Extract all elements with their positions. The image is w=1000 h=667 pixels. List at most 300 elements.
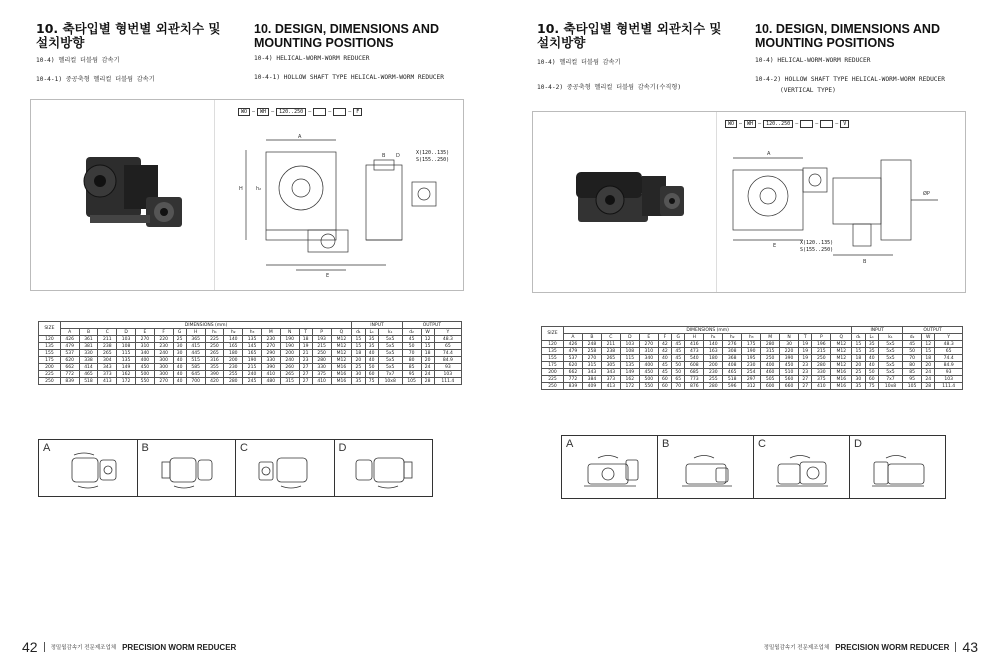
table-cell: 149 xyxy=(117,364,136,371)
table-cell: 250 xyxy=(761,355,780,362)
table-row xyxy=(39,378,462,385)
table-cell: 40 xyxy=(865,362,878,369)
table-cell: 35 xyxy=(852,383,865,390)
table-cell: 48.3 xyxy=(935,341,963,348)
table-cell: 550 xyxy=(135,378,154,385)
right-mounting-positions xyxy=(561,435,946,499)
table-cell: 290 xyxy=(261,350,280,357)
column-header: h₁ xyxy=(205,329,224,336)
table-cell: 300 xyxy=(154,357,173,364)
column-header: N xyxy=(780,334,799,341)
table-cell: 315 xyxy=(280,378,299,385)
table-cell: 772 xyxy=(563,376,582,383)
table-cell: 420 xyxy=(205,378,224,385)
table-cell: 60 xyxy=(658,376,671,383)
table-cell: 662 xyxy=(563,369,582,376)
table-cell: 24 xyxy=(922,369,935,376)
svg-text:B: B xyxy=(863,259,867,265)
table-cell: 280 xyxy=(312,357,331,364)
table-cell: 270 xyxy=(261,343,280,350)
table-cell: 426 xyxy=(60,336,79,343)
table-cell: 276 xyxy=(723,341,742,348)
table-cell: 330 xyxy=(79,350,98,357)
mount-position-b: B xyxy=(138,440,237,496)
table-cell: 108 xyxy=(117,343,136,350)
table-cell: 265 xyxy=(280,371,299,378)
table-cell: 426 xyxy=(563,341,582,348)
table-cell: 265 xyxy=(601,355,620,362)
svg-text:ØP: ØP xyxy=(923,191,930,197)
left-sub2-en: 10-4-1) HOLLOW SHAFT TYPE HELICAL-WORM-WORM REDUCER xyxy=(254,74,444,81)
table-cell: 21 xyxy=(299,350,312,357)
column-header: E xyxy=(639,334,658,341)
table-cell: 265 xyxy=(98,350,117,357)
table-cell: 120 xyxy=(39,336,61,343)
table-cell: 25 xyxy=(852,369,865,376)
table-cell: 103 xyxy=(117,336,136,343)
table-cell: 27 xyxy=(299,378,312,385)
table-cell: 297 xyxy=(742,376,761,383)
table-cell: 600 xyxy=(761,383,780,390)
table-cell: 23 xyxy=(799,369,812,376)
table-cell: 479 xyxy=(563,348,582,355)
table-cell: 70 xyxy=(903,355,922,362)
table-cell: 220 xyxy=(154,336,173,343)
table-cell: 200 xyxy=(704,362,723,369)
table-cell: 280 xyxy=(224,378,243,385)
column-header: P xyxy=(812,334,831,341)
table-cell: 24 xyxy=(922,376,935,383)
table-row xyxy=(39,343,462,350)
table-cell: 220 xyxy=(780,348,799,355)
table-cell: M12 xyxy=(331,336,352,343)
table-cell: 537 xyxy=(60,350,79,357)
table-cell: 373 xyxy=(601,376,620,383)
right-model-code: WO – WH – 120..250 – – – V xyxy=(725,120,849,128)
table-cell: 5x5 xyxy=(878,355,902,362)
column-header: W xyxy=(421,329,434,336)
table-cell: 660 xyxy=(780,383,799,390)
table-cell: 40 xyxy=(173,364,186,371)
table-cell: 316 xyxy=(205,357,224,364)
table-cell: 28 xyxy=(421,378,434,385)
table-cell: 180 xyxy=(704,355,723,362)
table-cell: 5x5 xyxy=(378,364,402,371)
table-cell: M16 xyxy=(831,383,852,390)
table-cell: 305 xyxy=(601,362,620,369)
table-cell: 5x5 xyxy=(378,350,402,357)
svg-text:B: B xyxy=(382,153,386,159)
table-cell: M16 xyxy=(331,364,352,371)
table-cell: 45 xyxy=(658,369,671,376)
table-cell: 108 xyxy=(620,348,639,355)
table-cell: 343 xyxy=(582,369,601,376)
right-title-en: 10. DESIGN, DIMENSIONS AND MOUNTING POSITIONS xyxy=(755,22,940,50)
table-cell: 165 xyxy=(243,350,262,357)
table-cell: 645 xyxy=(186,371,205,378)
table-cell: 585 xyxy=(186,364,205,371)
table-cell: 473 xyxy=(685,348,704,355)
table-cell: 280 xyxy=(704,383,723,390)
table-cell: 50 xyxy=(903,348,922,355)
table-cell: 70 xyxy=(402,350,421,357)
table-cell: 19 xyxy=(799,348,812,355)
table-cell: 23 xyxy=(799,362,812,369)
table-cell: 93 xyxy=(935,369,963,376)
table-cell: 390 xyxy=(780,355,799,362)
table-cell: 60 xyxy=(865,376,878,383)
table-cell: 140 xyxy=(704,341,723,348)
table-cell: 42 xyxy=(658,348,671,355)
dimensions-header: DIMENSIONS (mm) xyxy=(563,327,851,334)
table-cell: 310 xyxy=(639,348,658,355)
table-cell: 15 xyxy=(852,341,865,348)
table-cell: 7x7 xyxy=(878,376,902,383)
table-cell: 365 xyxy=(186,336,205,343)
table-cell: 135 xyxy=(39,343,61,350)
table-cell: 505 xyxy=(761,376,780,383)
table-cell: 416 xyxy=(685,341,704,348)
table-cell: 35 xyxy=(352,378,365,385)
table-cell: 115 xyxy=(117,350,136,357)
table-cell: 450 xyxy=(135,364,154,371)
right-sub2-en: 10-4-2) HOLLOW SHAFT TYPE HELICAL-WORM-WORM REDUCER xyxy=(755,76,945,83)
table-cell: 537 xyxy=(563,355,582,362)
table-cell: 415 xyxy=(186,343,205,350)
table-cell: 85 xyxy=(903,369,922,376)
table-cell: 195 xyxy=(742,355,761,362)
table-cell: 19 xyxy=(799,355,812,362)
table-cell: 310 xyxy=(135,343,154,350)
table-cell: 30 xyxy=(173,343,186,350)
table-cell: 40 xyxy=(365,350,378,357)
table-cell: M12 xyxy=(831,348,852,355)
right-callout-s: S(155..250) xyxy=(800,247,834,253)
table-cell: 103 xyxy=(935,376,963,383)
table-cell: 95 xyxy=(402,371,421,378)
column-header: W xyxy=(922,334,935,341)
left-footer-brand: PRECISION WORM REDUCER xyxy=(122,642,237,652)
column-header: D xyxy=(117,329,136,336)
table-cell: 175 xyxy=(39,357,61,364)
table-cell: 70 xyxy=(672,383,685,390)
table-cell: 84.9 xyxy=(434,357,461,364)
right-dimension-table xyxy=(541,326,963,390)
table-cell: 361 xyxy=(79,336,98,343)
column-header: A xyxy=(60,329,79,336)
table-cell: 211 xyxy=(601,341,620,348)
table-cell: 375 xyxy=(312,371,331,378)
mount-position-d: D xyxy=(335,440,433,496)
svg-text:h₂: h₂ xyxy=(256,186,262,192)
table-cell: 450 xyxy=(780,362,799,369)
table-cell: 111.4 xyxy=(935,383,963,390)
column-header: B xyxy=(79,329,98,336)
right-drawing-panel xyxy=(532,111,966,293)
table-cell: 225 xyxy=(542,376,564,383)
table-row xyxy=(542,348,963,355)
column-header: N xyxy=(280,329,299,336)
left-footer-ko: 정밀웜감속기 전문제조업체 xyxy=(50,645,117,651)
table-cell: 45 xyxy=(658,362,671,369)
table-cell: 80 xyxy=(903,362,922,369)
mount-position-b: B xyxy=(658,436,754,498)
table-cell: 10x8 xyxy=(378,378,402,385)
table-cell: 23 xyxy=(299,357,312,364)
table-cell: M12 xyxy=(831,362,852,369)
table-cell: 5x5 xyxy=(878,369,902,376)
table-cell: 27 xyxy=(299,364,312,371)
table-cell: 280 xyxy=(761,341,780,348)
table-cell: 200 xyxy=(39,364,61,371)
table-cell: 50 xyxy=(865,369,878,376)
left-drawing-panel xyxy=(30,99,464,291)
table-cell: 330 xyxy=(812,369,831,376)
table-cell: 596 xyxy=(723,383,742,390)
table-cell: 200 xyxy=(224,357,243,364)
table-cell: 5x5 xyxy=(378,336,402,343)
table-cell: 5x5 xyxy=(378,357,402,364)
table-cell: 215 xyxy=(812,348,831,355)
table-cell: 50 xyxy=(672,369,685,376)
column-header: G xyxy=(672,334,685,341)
table-cell: 270 xyxy=(582,355,601,362)
table-cell: 135 xyxy=(620,362,639,369)
table-cell: 80 xyxy=(402,357,421,364)
table-cell: M16 xyxy=(831,376,852,383)
table-cell: 50 xyxy=(672,362,685,369)
left-mounting-positions xyxy=(38,439,433,497)
table-cell: 248 xyxy=(582,341,601,348)
table-cell: 400 xyxy=(639,362,658,369)
table-cell: 27 xyxy=(299,371,312,378)
table-cell: 15 xyxy=(922,348,935,355)
table-cell: 18 xyxy=(421,350,434,357)
left-title-ko: 10. 축타입별 형번별 외관치수 및 설치방향 xyxy=(36,21,221,50)
table-cell: 30 xyxy=(352,371,365,378)
table-cell: 620 xyxy=(60,357,79,364)
table-cell: 30 xyxy=(173,350,186,357)
table-row xyxy=(39,364,462,371)
table-row xyxy=(542,362,963,369)
table-cell: 400 xyxy=(761,362,780,369)
table-cell: 162 xyxy=(117,371,136,378)
table-cell: 162 xyxy=(620,376,639,383)
table-cell: 518 xyxy=(723,376,742,383)
table-cell: 215 xyxy=(243,364,262,371)
left-callout-s: S(155..250) xyxy=(416,157,450,163)
table-cell: 28 xyxy=(922,383,935,390)
table-cell: 413 xyxy=(601,383,620,390)
table-cell: 65 xyxy=(935,348,963,355)
left-dimension-table xyxy=(38,321,462,385)
table-cell: 340 xyxy=(135,350,154,357)
column-header: H xyxy=(186,329,205,336)
table-cell: 48.3 xyxy=(434,336,461,343)
table-cell: 414 xyxy=(79,364,98,371)
dimensions-header: DIMENSIONS (mm) xyxy=(60,322,352,329)
table-cell: 105 xyxy=(402,378,421,385)
table-cell: 662 xyxy=(60,364,79,371)
table-cell: 175 xyxy=(542,362,564,369)
right-callout-x: X(120..135) xyxy=(800,240,834,246)
column-header: B xyxy=(582,334,601,341)
table-cell: 500 xyxy=(135,371,154,378)
table-cell: 839 xyxy=(60,378,79,385)
column-header: G xyxy=(173,329,186,336)
left-title-en: 10. DESIGN, DIMENSIONS AND MOUNTING POSITIONS xyxy=(254,22,439,50)
column-header: M xyxy=(761,334,780,341)
column-header: k₁ xyxy=(378,329,402,336)
table-cell: 465 xyxy=(79,371,98,378)
table-cell: 300 xyxy=(154,371,173,378)
right-sub3-en: (VERTICAL TYPE) xyxy=(780,87,836,94)
table-cell: 410 xyxy=(812,383,831,390)
table-cell: 304 xyxy=(98,357,117,364)
output-header: OUTPUT xyxy=(903,327,963,334)
table-cell: 10x8 xyxy=(878,383,902,390)
table-cell: 500 xyxy=(639,376,658,383)
table-cell: 772 xyxy=(60,371,79,378)
table-cell: 27 xyxy=(799,383,812,390)
table-cell: 413 xyxy=(98,378,117,385)
table-cell: 620 xyxy=(563,362,582,369)
table-cell: 300 xyxy=(154,364,173,371)
left-model-code: WO – WH – 120..250 – – – F xyxy=(238,108,362,116)
table-cell: 30 xyxy=(780,341,799,348)
table-cell: 60 xyxy=(365,371,378,378)
table-cell: 45 xyxy=(672,348,685,355)
table-row xyxy=(542,341,963,348)
table-cell: 25 xyxy=(173,336,186,343)
table-cell: 308 xyxy=(723,348,742,355)
table-cell: 135 xyxy=(243,336,262,343)
table-cell: 518 xyxy=(79,378,98,385)
column-header: D xyxy=(620,334,639,341)
column-header: M xyxy=(261,329,280,336)
table-cell: 375 xyxy=(812,376,831,383)
table-row xyxy=(542,376,963,383)
table-cell: 238 xyxy=(601,348,620,355)
table-cell: 368 xyxy=(723,355,742,362)
table-cell: 876 xyxy=(685,383,704,390)
table-cell: 172 xyxy=(620,383,639,390)
table-cell: 343 xyxy=(601,369,620,376)
table-cell: 135 xyxy=(542,348,564,355)
table-cell: 103 xyxy=(434,371,461,378)
mount-position-c: C xyxy=(236,440,335,496)
table-cell: 190 xyxy=(742,348,761,355)
table-cell: 510 xyxy=(780,369,799,376)
table-row xyxy=(39,336,462,343)
size-header: SIZE xyxy=(39,322,61,336)
output-header: OUTPUT xyxy=(402,322,461,329)
table-cell: M16 xyxy=(331,371,352,378)
table-cell: 190 xyxy=(280,343,299,350)
table-cell: 163 xyxy=(704,348,723,355)
table-cell: 465 xyxy=(723,369,742,376)
table-cell: 280 xyxy=(812,362,831,369)
column-header: L₁ xyxy=(365,329,378,336)
column-header: Y xyxy=(935,334,963,341)
table-cell: 410 xyxy=(312,378,331,385)
table-cell: 196 xyxy=(812,341,831,348)
column-header: Y xyxy=(434,329,461,336)
input-header: INPUT xyxy=(352,322,402,329)
table-cell: 42 xyxy=(658,341,671,348)
table-row xyxy=(39,371,462,378)
table-cell: 460 xyxy=(761,369,780,376)
table-cell: 115 xyxy=(620,355,639,362)
column-header: h₂ xyxy=(224,329,243,336)
table-row xyxy=(542,369,963,376)
table-cell: 258 xyxy=(582,348,601,355)
table-cell: 24 xyxy=(421,371,434,378)
table-cell: M16 xyxy=(831,369,852,376)
table-cell: 384 xyxy=(582,376,601,383)
table-cell: 409 xyxy=(582,383,601,390)
table-cell: 330 xyxy=(261,357,280,364)
table-cell: 390 xyxy=(261,364,280,371)
table-cell: 120 xyxy=(542,341,564,348)
table-cell: 400 xyxy=(135,357,154,364)
table-cell: 24 xyxy=(421,364,434,371)
column-header: F xyxy=(154,329,173,336)
column-header: T xyxy=(299,329,312,336)
column-header: F xyxy=(658,334,671,341)
svg-text:A: A xyxy=(767,151,771,157)
column-header: P xyxy=(312,329,331,336)
table-cell: 250 xyxy=(205,343,224,350)
right-title-ko: 10. 축타입별 형번별 외관치수 및 설치방향 xyxy=(537,21,722,50)
svg-text:H: H xyxy=(239,186,243,192)
table-cell: 200 xyxy=(542,369,564,376)
table-cell: 15 xyxy=(421,343,434,350)
table-cell: 245 xyxy=(243,378,262,385)
table-cell: 312 xyxy=(742,383,761,390)
table-cell: M12 xyxy=(831,341,852,348)
table-cell: 608 xyxy=(685,362,704,369)
table-cell: 560 xyxy=(780,376,799,383)
table-cell: 255 xyxy=(704,376,723,383)
table-cell: 5x5 xyxy=(378,343,402,350)
column-header: C xyxy=(98,329,117,336)
table-cell: 74.4 xyxy=(434,350,461,357)
table-cell: 215 xyxy=(312,343,331,350)
table-cell: 30 xyxy=(852,376,865,383)
table-cell: 95 xyxy=(903,376,922,383)
table-cell: 250 xyxy=(542,383,564,390)
column-header: C xyxy=(601,334,620,341)
table-cell: 193 xyxy=(312,336,331,343)
table-cell: 445 xyxy=(186,350,205,357)
table-cell: 265 xyxy=(205,350,224,357)
table-cell: 315 xyxy=(761,348,780,355)
right-technical-drawing xyxy=(723,140,958,285)
svg-text:E: E xyxy=(773,243,777,249)
table-cell: 45 xyxy=(672,341,685,348)
svg-text:A: A xyxy=(298,134,302,140)
left-sub2-ko: 10-4-1) 중공축형 헬리컬 더블웜 감속기 xyxy=(36,76,155,83)
table-cell: 180 xyxy=(224,350,243,357)
left-callout-x: X(120..135) xyxy=(416,150,450,156)
table-cell: 373 xyxy=(98,371,117,378)
table-row xyxy=(39,357,462,364)
table-row xyxy=(542,355,963,362)
table-cell: 18 xyxy=(922,355,935,362)
table-cell: 270 xyxy=(639,341,658,348)
table-cell: 65 xyxy=(434,343,461,350)
